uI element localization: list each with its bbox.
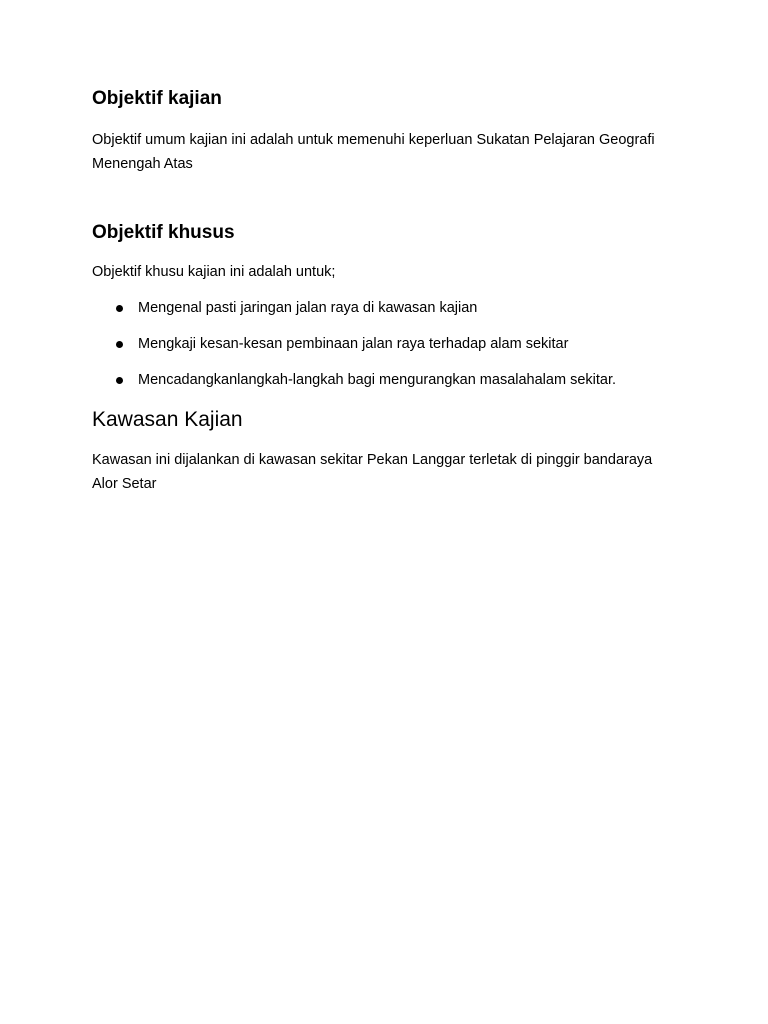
objective-bullet-list [92, 296, 692, 392]
list-item-text: Mengenal pasti jaringan jalan raya di kawasan kajian [138, 300, 478, 316]
bullet-icon [116, 377, 123, 384]
heading-objektif-kajian: Objektif kajian [92, 88, 222, 109]
paragraph-objektif-khusus-intro: Objektif khusu kajian ini adalah untuk; [92, 264, 336, 280]
heading-kawasan-kajian: Kawasan Kajian [92, 408, 243, 431]
paragraph-kawasan-kajian: Kawasan ini dijalankan di kawasan sekitar Pekan Langgar terletak di pinggir bandaraya Alor Setar [92, 452, 653, 492]
heading-objektif-khusus: Objektif khusus [92, 222, 235, 243]
list-item [92, 296, 658, 320]
list-item-text: Mencadangkanlangkah-langkah bagi mengurangkan masalahalam sekitar. [138, 372, 617, 388]
list-item-text: Mengkaji kesan-kesan pembinaan jalan raya terhadap alam sekitar [138, 336, 569, 352]
document-body [92, 86, 692, 496]
bullet-icon [116, 305, 123, 312]
paragraph-objektif-umum: Objektif umum kajian ini adalah untuk memenuhi keperluan Sukatan Pelajaran Geografi Menengah Atas [92, 132, 655, 172]
bullet-icon [116, 341, 123, 348]
list-item [92, 332, 658, 356]
list-item [92, 368, 638, 392]
